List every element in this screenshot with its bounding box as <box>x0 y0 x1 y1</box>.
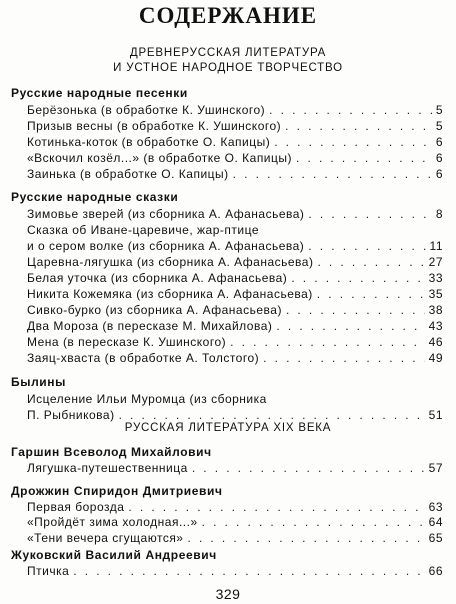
toc-entry[interactable] <box>27 287 443 303</box>
entry-title: и о сером волке (из сборника А. Афанасьева) <box>27 238 305 253</box>
entry-title: Царевна-лягушка (из сборника А. Афанасьева) <box>27 255 314 269</box>
entry-title: Никита Кожемяка (из сборника А. Афанасьева) <box>27 287 313 301</box>
entry-title: Два Мороза (в пересказе М. Михайлова) <box>27 319 273 333</box>
toc-entry[interactable] <box>27 119 443 135</box>
toc-entry[interactable] <box>27 392 443 423</box>
entry-title: П. Рыбникова) <box>27 407 115 422</box>
dot-leader <box>308 207 431 223</box>
dot-leader <box>187 531 424 547</box>
toc-entry[interactable] <box>27 500 443 516</box>
dot-leader <box>269 103 432 119</box>
toc-entry[interactable] <box>27 103 443 119</box>
entry-page: 51 <box>428 407 443 422</box>
group-heading-drozhzhin: Дрожжин Спиридон Дмитриевич <box>11 484 223 498</box>
dot-leader <box>263 351 425 367</box>
dot-leader <box>230 335 425 351</box>
page-number: 329 <box>215 586 241 602</box>
toc-entry[interactable] <box>27 167 443 183</box>
group-heading-tales: Русские народные сказки <box>11 190 179 204</box>
entry-title: Сивко-бурко (из сборника А. Афанасьева) <box>27 303 282 317</box>
dot-leader <box>276 319 424 335</box>
entry-title: Первая борозда <box>27 500 125 514</box>
entry-page: 8 <box>435 207 443 221</box>
toc-entry[interactable] <box>27 461 443 477</box>
dot-leader <box>291 271 424 287</box>
entry-title: «Пройдёт зима холодная...» <box>27 515 198 529</box>
toc-entry[interactable] <box>27 151 443 167</box>
entry-page: 5 <box>435 119 443 133</box>
toc-entry[interactable] <box>27 223 443 254</box>
entry-title: Берёзонька (в обработке К. Ушинского) <box>27 103 266 117</box>
dot-leader <box>308 239 425 255</box>
entry-page: 27 <box>428 255 443 269</box>
toc-entry[interactable] <box>27 564 443 580</box>
toc-entry[interactable] <box>27 135 443 151</box>
dot-leader <box>192 461 425 477</box>
entry-title: Лягушка-путешественница <box>27 461 188 475</box>
section-heading-line-2: И УСТНОЕ НАРОДНОЕ ТВОРЧЕСТВО <box>113 62 343 74</box>
entry-title: Птичка <box>27 564 70 578</box>
entry-page: 46 <box>428 335 443 349</box>
toc-entry[interactable] <box>27 531 443 547</box>
dot-leader <box>285 119 432 135</box>
entry-title: Котинька-коток (в обработке О. Капицы) <box>27 135 271 149</box>
dot-leader <box>286 303 425 319</box>
entry-page: 57 <box>428 461 443 475</box>
group-heading-zhukovsky: Жуковский Василий Андреевич <box>11 548 217 562</box>
entry-page: 35 <box>428 287 443 301</box>
dot-leader <box>296 151 432 167</box>
entry-title: Белая уточка (из сборника А. Афанасьева) <box>27 271 288 285</box>
entry-page: 64 <box>428 515 443 529</box>
group-heading-byliny: Былины <box>11 375 66 389</box>
entry-page: 49 <box>428 351 443 365</box>
entry-page: 11 <box>429 238 443 253</box>
page-title: СОДЕРЖАНИЕ <box>138 3 318 28</box>
dot-leader <box>73 564 424 580</box>
dot-leader <box>233 167 432 183</box>
entry-page: 38 <box>428 303 443 317</box>
entry-title: Мена (в пересказе К. Ушинского) <box>27 335 227 349</box>
entry-page: 6 <box>435 135 443 149</box>
dot-leader <box>274 135 432 151</box>
entry-title: Зимовье зверей (из сборника А. Афанасьева) <box>27 207 305 221</box>
entry-page: 66 <box>428 564 443 578</box>
entry-page: 5 <box>435 103 443 117</box>
toc-entry[interactable] <box>27 207 443 223</box>
section-heading-old-russian <box>0 46 456 76</box>
dot-leader <box>317 287 425 303</box>
entry-page: 33 <box>428 271 443 285</box>
entry-page: 6 <box>435 167 443 181</box>
entry-title-line-1: Сказка об Иване-царевиче, жар-птице <box>27 223 260 237</box>
dot-leader <box>128 500 424 516</box>
entry-title: Заинька (в обработке О. Капицы) <box>27 167 229 181</box>
toc-entry[interactable] <box>27 319 443 335</box>
entry-page: 65 <box>428 531 443 545</box>
toc-entry[interactable] <box>27 303 443 319</box>
toc-entry[interactable] <box>27 351 443 367</box>
entry-page: 6 <box>435 151 443 165</box>
dot-leader <box>317 255 424 271</box>
entry-title: «Вскочил козёл...» (в обработке О. Капицы) <box>27 151 293 165</box>
entry-title: Призыв весны (в обработке К. Ушинского) <box>27 119 282 133</box>
entry-page: 43 <box>428 319 443 333</box>
section-heading-19th-century: РУССКАЯ ЛИТЕРАТУРА XIX ВЕКА <box>124 422 332 434</box>
toc-entry[interactable] <box>27 255 443 271</box>
entry-title: «Тени вечера сгущаются» <box>27 531 184 545</box>
group-heading-garshin: Гаршин Всеволод Михайлович <box>11 445 212 459</box>
toc-entry[interactable] <box>27 335 443 351</box>
entry-title-line-1: Исцеление Ильи Муромца (из сборника <box>27 392 267 406</box>
section-heading-line-1: ДРЕВНЕРУССКАЯ ЛИТЕРАТУРА <box>129 47 327 59</box>
dot-leader <box>202 515 425 531</box>
group-heading-songs: Русские народные песенки <box>11 86 188 100</box>
toc-entry[interactable] <box>27 515 443 531</box>
entry-title: Заяц-хваста (в обработке А. Толстого) <box>27 351 260 365</box>
entry-page: 63 <box>428 500 443 514</box>
toc-entry[interactable] <box>27 271 443 287</box>
